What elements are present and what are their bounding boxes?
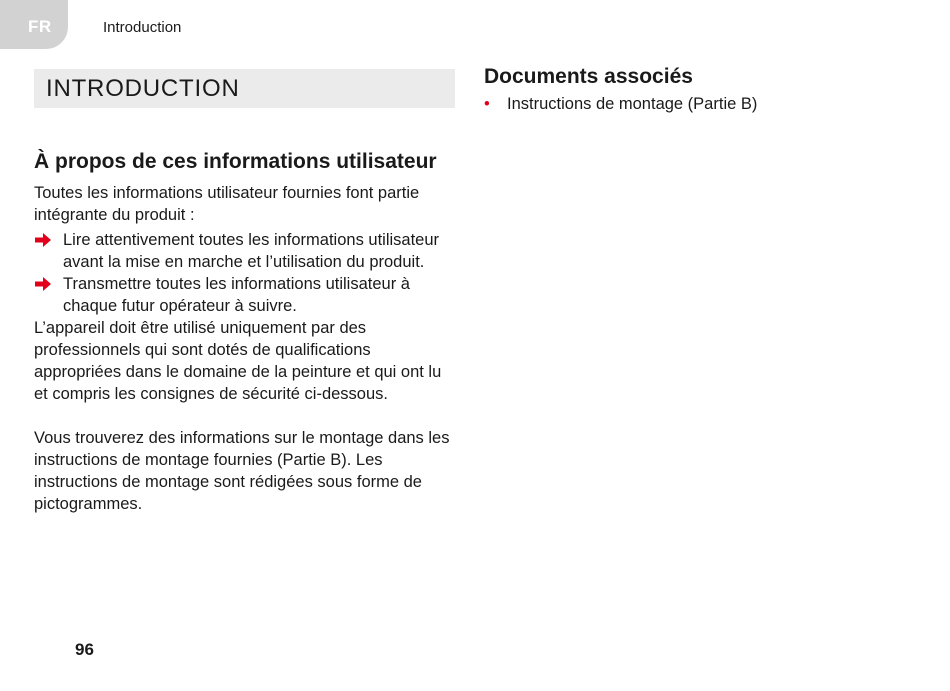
page-number: 96 (75, 640, 94, 659)
instruction-step-text: Transmettre toutes les informations utilisateur à chaque futur opérateur à suivre. (63, 275, 410, 315)
related-document-text: Instructions de montage (Partie B) (507, 95, 758, 113)
language-tab (0, 0, 68, 49)
intro-paragraph: Toutes les informations utilisateur fournies font partie intégrante du produit : (34, 184, 420, 224)
instruction-step-text: Lire attentivement toutes les informations utilisateur avant la mise en marche et l’utilisation du produit. (63, 231, 440, 271)
about-heading: À propos de ces informations utilisateur (34, 150, 437, 173)
about-section (34, 148, 458, 515)
related-documents-heading: Documents associés (484, 65, 693, 88)
related-document-item (484, 93, 924, 115)
arrow-right-icon (34, 275, 52, 293)
section-title: INTRODUCTION (46, 75, 240, 102)
instruction-step (34, 229, 458, 273)
language-code: FR (28, 17, 52, 36)
assembly-paragraph: Vous trouverez des informations sur le montage dans les instructions de montage fournies (Partie B). Les instructions de montage sont rédigées sous forme de pictogrammes. (34, 429, 450, 513)
related-documents-list (484, 93, 924, 115)
section-title-banner (34, 69, 455, 108)
related-documents-section (484, 63, 924, 115)
bullet-icon: • (484, 95, 490, 113)
instruction-steps (34, 229, 458, 317)
instruction-step (34, 273, 458, 317)
qualification-paragraph: L’appareil doit être utilisé uniquement par des professionnels qui sont dotés de qualifications appropriées dans le domaine de la peinture et qui ont lu et compris les consignes de sécurité ci-dessous. (34, 319, 442, 403)
arrow-right-icon (34, 231, 52, 249)
running-header-title: Introduction (103, 19, 182, 36)
